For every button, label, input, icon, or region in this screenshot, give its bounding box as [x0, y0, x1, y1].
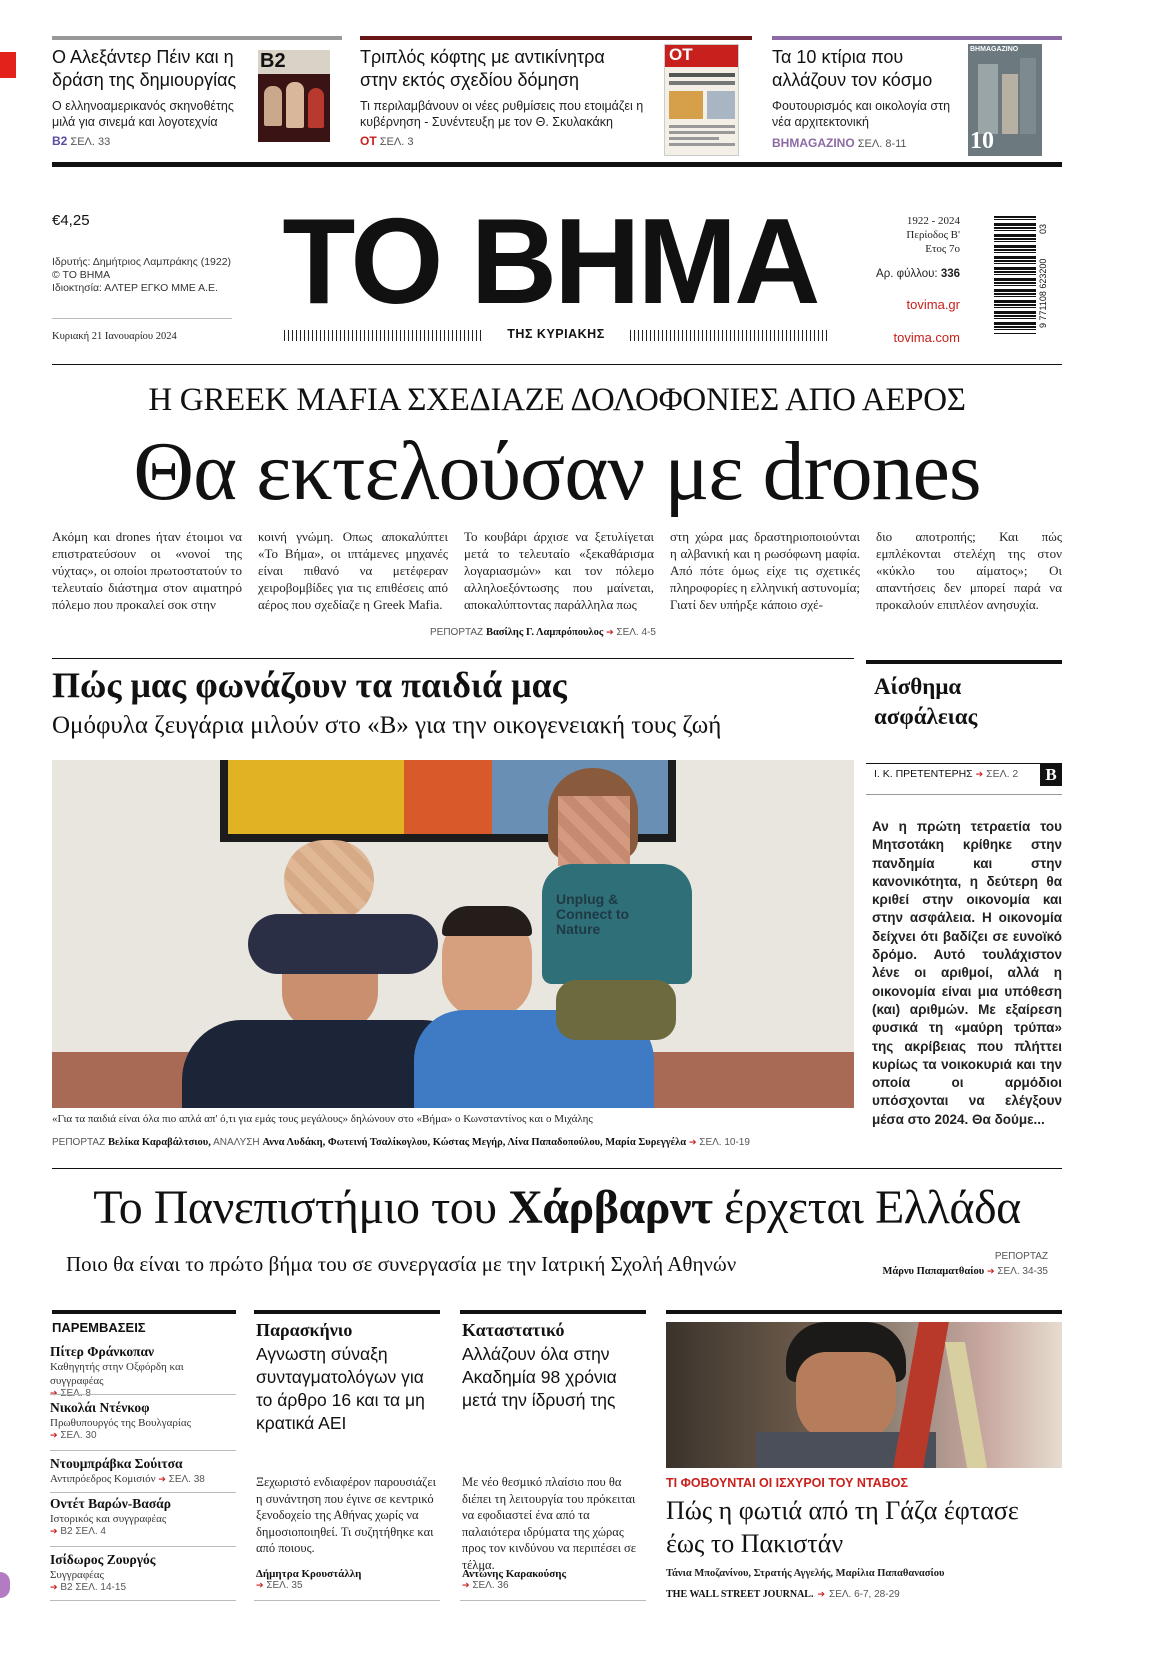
- thumb-text-line: [669, 137, 719, 140]
- harvard-credit: [840, 1266, 1048, 1277]
- arrow-icon: ➔: [256, 1581, 264, 1591]
- opinion-divider: [50, 1600, 236, 1601]
- teaser-page: ΣΕΛ. 8-11: [857, 138, 907, 150]
- teaser-section: OT: [360, 134, 377, 148]
- cover-number: 10: [970, 128, 994, 154]
- masthead-rule: [52, 364, 1062, 365]
- opinion-name[interactable]: Νικολάι Ντένκοφ: [50, 1400, 150, 1415]
- opinion-item[interactable]: [50, 1496, 236, 1537]
- column-ref: [462, 1580, 642, 1591]
- column-author: Αντώνης Καρακούσης: [462, 1568, 567, 1580]
- pixelated-face: [284, 840, 374, 920]
- issue-label: Αρ. φύλλου:: [876, 268, 938, 280]
- world-kicker: ΤΙ ΦΟΒΟΥΝΤΑΙ ΟΙ ΙΣΧΥΡΟΙ ΤΟΥ ΝΤΑΒΟΣ: [666, 1476, 908, 1490]
- ot-badge: OT: [665, 45, 739, 67]
- thumb-text-line: [669, 125, 735, 128]
- credit-name: Μάρνυ Παπαματθαίου: [882, 1266, 985, 1277]
- ownership: Ιδιοκτησία: ΑΛΤΕΡ ΕΓΚΟ ΜΜΕ Α.Ε.: [52, 282, 218, 294]
- column-byline: [256, 1568, 436, 1591]
- column-body: Ξεχωριστό ενδιαφέρον παρουσιάζει η συνάντηση που έγινε σε κεντρικό ξενοδοχείο της Αθήνας χωρίς να δημοσιοποιηθεί. Τι συζητήθηκε και από ποιους.: [256, 1475, 436, 1555]
- thumb-text-line: [669, 143, 735, 146]
- harvard-credit-label: ΡΕΠΟΡΤΑΖ: [994, 1251, 1048, 1262]
- sidebar-title[interactable]: Αίσθημα ασφάλειας: [874, 674, 978, 729]
- opinions-header: ΠΑΡΕΜΒΑΣΕΙΣ: [52, 1320, 146, 1335]
- lead-column-1: Ακόμη και drones ήταν έτοιμοι να επιστρατεύσουν οι «νονοί της νύχτας», οι οποίοι πρωτοστατούν το τελευταίο διάστημα στον αιματηρό πόλεμο που προκαλεί σοκ στην: [52, 529, 242, 612]
- teaser-title[interactable]: Τα 10 κτίρια που αλλάζουν τον κόσμο: [772, 47, 933, 90]
- sidebar-body: Αν η πρώτη τετραετία του Μητσοτάκη κρίθηκε στην πανδημία και στην κανονικότητα, η δεύτερη θα κριθεί στην οικονομία και στην ασφάλεια. Η οικονομία δείχνει ότι βαδίζει σε ευνοϊκό δρόμο. Αυτό τουλάχιστον λένε οι αριθμοί, αλλά η οικονομία είναι μια υπόθεση (και) αριθμών. Με εξαίρεση φυσικά τη «μαύρη τρύπα» της ακρίβειας που πλήττει κυρίως τα νοικοκυριά και την οποία οι αρμόδιοι υπόσχονται να ελέγξουν μέσα στο 2024. Θα δούμε...: [872, 819, 1062, 1127]
- teaser-title[interactable]: Ο Αλεξάντερ Πέιν και η δράση της δημιουργίας: [52, 47, 237, 90]
- harvard-subhead: Ποιο θα είναι το πρώτο βήμα του σε συνεργασία με την Ιατρική Σχολή Αθηνών: [66, 1252, 737, 1276]
- lead-kicker[interactable]: Η GREEK MAFIA ΣΧΕΔΙΑΖΕ ΔΟΛΟΦΟΝΙΕΣ ΑΠΟ ΑΕΡΟΣ: [148, 382, 966, 418]
- teaser-title[interactable]: Τριπλός κόφτης με αντικίνητρα στην εκτός σχεδίου δόμηση: [360, 47, 605, 90]
- child-body: [248, 914, 438, 974]
- edition-info: [860, 214, 960, 256]
- opinion-divider: [50, 1394, 236, 1395]
- world-source-line: [666, 1584, 1062, 1602]
- b-badge: B: [1040, 764, 1062, 786]
- teaser-rule-1: [52, 36, 342, 40]
- opinions-rule: [52, 1310, 236, 1314]
- site-link-gr[interactable]: tovima.gr: [906, 297, 960, 312]
- harvard-headline-pre: Το Πανεπιστήμιο του: [93, 1181, 509, 1234]
- opinion-role: Ιστορικός και συγγραφέας: [50, 1513, 167, 1525]
- teaser-ref: [772, 136, 957, 150]
- teaser-subtitle: Ο ελληνοαμερικανός σκηνοθέτης μιλά για σινεμά και λογοτεχνία: [52, 99, 234, 129]
- lead-column-4: στη χώρα μας δραστηριοποιούνται η αλβανική και η ρωσόφωνη μαφία. Από πότε όμως είχε τις σχετικές πληροφορίες η ελληνική αστυνομία; Γιατί δεν υπήρξε κάποιο σχέ-: [670, 529, 860, 612]
- column-byline: [462, 1568, 642, 1591]
- teaser-ref: [52, 134, 252, 148]
- sidebar-top-rule: [866, 660, 1062, 664]
- feature-photo[interactable]: [52, 760, 854, 1108]
- teaser-bhmagazino-thumbnail[interactable]: [968, 44, 1042, 156]
- thumb-text-line: [669, 81, 735, 85]
- person-face: [796, 1352, 896, 1442]
- imprint-divider: [52, 318, 232, 319]
- arrow-icon: ➔: [158, 1475, 166, 1485]
- arrow-icon: ➔: [817, 1590, 826, 1600]
- issue-number-line: [860, 268, 960, 280]
- thumb-photo: [707, 91, 735, 119]
- thumb-building: [978, 64, 998, 134]
- founder: Ιδρυτής: Δημήτριος Λαμπράκης (1922): [52, 256, 232, 268]
- masthead-pattern-left: [284, 330, 484, 341]
- teaser-ot[interactable]: [360, 46, 645, 148]
- harvard-headline[interactable]: [52, 1180, 1062, 1235]
- opinion-name[interactable]: Ντουμπράβκα Σούιτσα: [50, 1456, 183, 1471]
- opinion-ref: [50, 1582, 236, 1593]
- person-figure: [308, 88, 324, 128]
- column-head: Καταστατικό: [462, 1320, 565, 1340]
- teaser-subtitle: Τι περιλαμβάνουν οι νέες ρυθμίσεις που ετοιμάζει η κυβέρνηση - Συνέντευξη με τον Θ. Σκυλακάκη: [360, 99, 644, 129]
- child-shirt: [542, 864, 692, 984]
- teaser-bhmagazino[interactable]: [772, 46, 957, 150]
- edition-period: Περίοδος Β': [906, 229, 960, 241]
- credit-label: ΡΕΠΟΡΤΑΖ: [52, 1137, 106, 1148]
- lead-column-2: κοινή γνώμη. Οπως αποκαλύπτει «Το Βήμα», οι ιπτάμενες μηχανές είναι πιθανό να μετέφεραν χειροβομβίδες για τις επιθέσεις από αέρος που σχεδίαζε η Greek Mafia.: [258, 529, 448, 612]
- arrow-icon: ➔: [50, 1583, 58, 1593]
- credit-name: Αννα Λυδάκη, Φωτεινή Τσαλίκογλου, Κώστας Μεγήρ, Λίνα Παπαδοπούλου, Μαρία Συρεγγέλα: [262, 1137, 687, 1148]
- world-photo[interactable]: [666, 1322, 1062, 1468]
- teaser-b2[interactable]: [52, 46, 252, 148]
- opinion-name[interactable]: Οντέτ Βαρών-Βασάρ: [50, 1496, 171, 1511]
- column-title[interactable]: Αγνωστη σύναξη συνταγματολόγων για το άρθρο 16 και τα μη κρατικά ΑΕΙ: [256, 1344, 425, 1433]
- person-figure: [264, 86, 282, 126]
- person-hair: [442, 906, 532, 936]
- harvard-headline-post: έρχεται Ελλάδα: [712, 1181, 1021, 1234]
- opinion-ref-text: ΣΕΛ. 38: [168, 1474, 205, 1485]
- lead-credit: [430, 627, 656, 638]
- column-head: Παρασκήνιο: [256, 1320, 353, 1340]
- opinion-role-text: Αντιπρόεδρος Κομισιόν: [50, 1473, 156, 1485]
- opinion-ref: [50, 1526, 236, 1537]
- arrow-icon: ➔: [50, 1527, 58, 1537]
- imprint: [52, 256, 252, 295]
- column-ref-text: ΣΕΛ. 35: [266, 1580, 303, 1591]
- column-rule: [254, 1310, 440, 1314]
- arrow-icon: ➔: [50, 1431, 58, 1441]
- column-author: Δήμητρα Κρουστάλλη: [256, 1568, 362, 1580]
- child-legs: [556, 980, 676, 1040]
- credit-label: ΑΝΑΛΥΣΗ: [213, 1137, 260, 1148]
- edge-marker: [0, 52, 16, 78]
- masthead-subtitle: ΤΗΣ ΚΥΡΙΑΚΗΣ: [507, 327, 605, 341]
- column-ref-text: ΣΕΛ. 36: [472, 1580, 509, 1591]
- opinion-ref-text: B2 ΣΕΛ. 4: [60, 1526, 106, 1537]
- teaser-section: B2: [52, 134, 68, 148]
- lead-headline[interactable]: Θα εκτελούσαν με drones: [133, 425, 981, 518]
- thumb-building: [1002, 74, 1018, 134]
- sidebar-author: Ι. Κ. ΠΡΕΤΕΝΤΕΡΗΣ: [874, 768, 973, 780]
- feature-credit: [52, 1137, 852, 1148]
- opinion-item[interactable]: [50, 1400, 236, 1441]
- teaser-ot-thumbnail[interactable]: [664, 44, 739, 156]
- teaser-page: ΣΕΛ. 3: [379, 136, 414, 148]
- arrow-icon: ➔: [987, 1267, 995, 1277]
- opinion-role: Συγγραφέας: [50, 1569, 104, 1581]
- world-headline[interactable]: Πώς η φωτιά από τη Γάζα έφτασε έως το Πακιστάν: [666, 1496, 1019, 1558]
- edition-years: 1922 - 2024: [906, 215, 960, 227]
- teaser-page: ΣΕΛ. 33: [70, 136, 111, 148]
- world-rule: [666, 1310, 1062, 1314]
- arrow-icon: ➔: [606, 628, 614, 638]
- sidebar-divider: [866, 794, 1062, 795]
- thumb-text-line: [669, 73, 735, 77]
- feature-caption: «Για τα παιδιά είναι όλα πιο απλά απ' ό,τι για εμάς τους μεγάλους» δηλώνουν στο «Βήμα» ο Κωνσταντίνος και ο Μιχάλης: [52, 1113, 593, 1125]
- column-divider: [460, 1600, 646, 1601]
- issue-number: 336: [940, 268, 960, 280]
- feature-top-rule: [52, 658, 854, 659]
- arrow-icon: ➔: [975, 770, 984, 780]
- feature-headline[interactable]: Πώς μας φωνάζουν τα παιδιά μας: [52, 665, 567, 705]
- shirt-print: Unplug & Connect to Nature: [556, 891, 630, 937]
- opinion-role: Πρωθυπουργός της Βουλγαρίας: [50, 1417, 191, 1429]
- world-authors: Τάνια Μποζανίνου, Στρατής Αγγελής, Μαρίλια Παπαθανασίου: [666, 1568, 945, 1579]
- harvard-top-rule: [52, 1168, 1062, 1169]
- opinion-item[interactable]: [50, 1552, 236, 1593]
- opinion-item[interactable]: [50, 1344, 236, 1399]
- opinion-item[interactable]: [50, 1456, 236, 1487]
- opinion-ref-text: ΣΕΛ. 30: [60, 1430, 97, 1441]
- b2-badge: B2: [258, 50, 330, 74]
- opinion-divider: [50, 1450, 236, 1451]
- teaser-ref: [360, 134, 645, 148]
- feature-subhead: Ομόφυλα ζευγάρια μιλούν στο «Β» για την οικογενειακή τους ζωή: [52, 712, 722, 739]
- barcode: [994, 216, 1046, 334]
- teaser-b2-thumbnail[interactable]: [258, 50, 330, 142]
- column-ref: [256, 1580, 436, 1591]
- teaser-rule-3: [772, 36, 1062, 40]
- thumb-photo: [669, 91, 703, 119]
- column-divider: [254, 1600, 440, 1601]
- teaser-section: BHMAGAZINO: [772, 136, 855, 150]
- teaser-subtitle: Φουτουρισμός και οικολογία στη νέα αρχιτεκτονική: [772, 99, 951, 129]
- edition-year: Ετος 7ο: [925, 243, 960, 255]
- credit-ref: ΣΕΛ. 10-19: [699, 1137, 750, 1148]
- copyright: © ΤΟ ΒΗΜΑ: [52, 269, 111, 281]
- barcode-bars: [994, 216, 1036, 334]
- sidebar-byline: [874, 768, 1018, 780]
- column-title[interactable]: Αλλάζουν όλα στην Ακαδημία 98 χρόνια μετά την ίδρυσή της: [462, 1344, 617, 1410]
- column-rule: [460, 1310, 646, 1314]
- opinion-role: Καθηγητής στην Οξφόρδη και συγγραφέας: [50, 1361, 184, 1387]
- credit-label: ΡΕΠΟΡΤΑΖ: [430, 627, 484, 638]
- sidebar-author-rule: [866, 763, 1062, 764]
- person-figure: [286, 82, 304, 128]
- issue-date: Κυριακή 21 Ιανουαρίου 2024: [52, 331, 177, 342]
- teaser-rule-2: [360, 36, 752, 40]
- lead-column-5: διο αποτροπής; Και πώς εμπλέκονται στελέχη της στον «κύκλο του αίματος»; Οι απαντήσεις δεν μπορεί παρά να προκαλούν επιπλέον ανησυχία.: [876, 529, 1062, 612]
- column-body: Με νέο θεσμικό πλαίσιο που θα διέπει τη λειτουργία του πρόκειται να εφοδιαστεί ένα από τα παλαιότερα ιδρύματα της χώρας προς τον κινδύνου να περιπέσει σε τέλμα.: [462, 1475, 637, 1572]
- credit-name: Βελίκα Καραβάλτσιου,: [107, 1137, 211, 1148]
- opinion-divider: [50, 1492, 236, 1493]
- credit-name: Βασίλης Γ. Λαμπρόπουλος: [485, 627, 604, 638]
- thumb-building: [1020, 58, 1036, 134]
- masthead-title[interactable]: ΤΟ ΒΗΜΑ: [282, 193, 818, 329]
- opinion-ref-text: B2 ΣΕΛ. 14-15: [60, 1582, 127, 1593]
- edge-mark: [0, 1572, 10, 1598]
- opinion-name[interactable]: Ισίδωρος Ζουργός: [50, 1552, 156, 1567]
- barcode-number: 9 771108 623200: [1038, 258, 1048, 328]
- barcode-addon: 03: [1038, 223, 1048, 234]
- arrow-icon: ➔: [688, 1138, 697, 1148]
- price: €4,25: [52, 212, 90, 229]
- opinion-ref: [50, 1430, 236, 1441]
- opinion-divider: [50, 1546, 236, 1547]
- credit-ref: ΣΕΛ. 34-35: [997, 1266, 1048, 1277]
- lead-column-3: Το κουβάρι άρχισε να ξετυλίγεται μετά το τελευταίο «ξεκαθάρισμα λογαριασμών» και τον πόλεμο αλληλοεξόντωσης που μαίνεται, αποκαλύπτοντας παράλληλα πως: [464, 529, 654, 612]
- pixelated-face: [558, 796, 630, 866]
- masthead-pattern-right: [630, 330, 830, 341]
- thumb-text-line: [669, 131, 735, 134]
- credit-ref: ΣΕΛ. 4-5: [616, 627, 656, 638]
- harvard-headline-bold: Χάρβαρντ: [508, 1181, 713, 1234]
- world-source: THE WALL STREET JOURNAL.: [666, 1589, 814, 1600]
- column-parasknio[interactable]: [256, 1320, 436, 1435]
- bhmagazino-badge: BHMAGAZINO: [970, 46, 1019, 53]
- opinion-role: [50, 1472, 236, 1487]
- world-ref: ΣΕΛ. 6-7, 28-29: [829, 1589, 900, 1600]
- column-katastatiko[interactable]: [462, 1320, 642, 1412]
- teaser-bottom-rule: [52, 162, 1062, 167]
- arrow-icon: ➔: [462, 1581, 470, 1591]
- site-link-com[interactable]: tovima.com: [893, 330, 960, 345]
- sidebar-ref: ΣΕΛ. 2: [986, 768, 1019, 780]
- opinion-name[interactable]: Πίτερ Φράνκοπαν: [50, 1344, 155, 1359]
